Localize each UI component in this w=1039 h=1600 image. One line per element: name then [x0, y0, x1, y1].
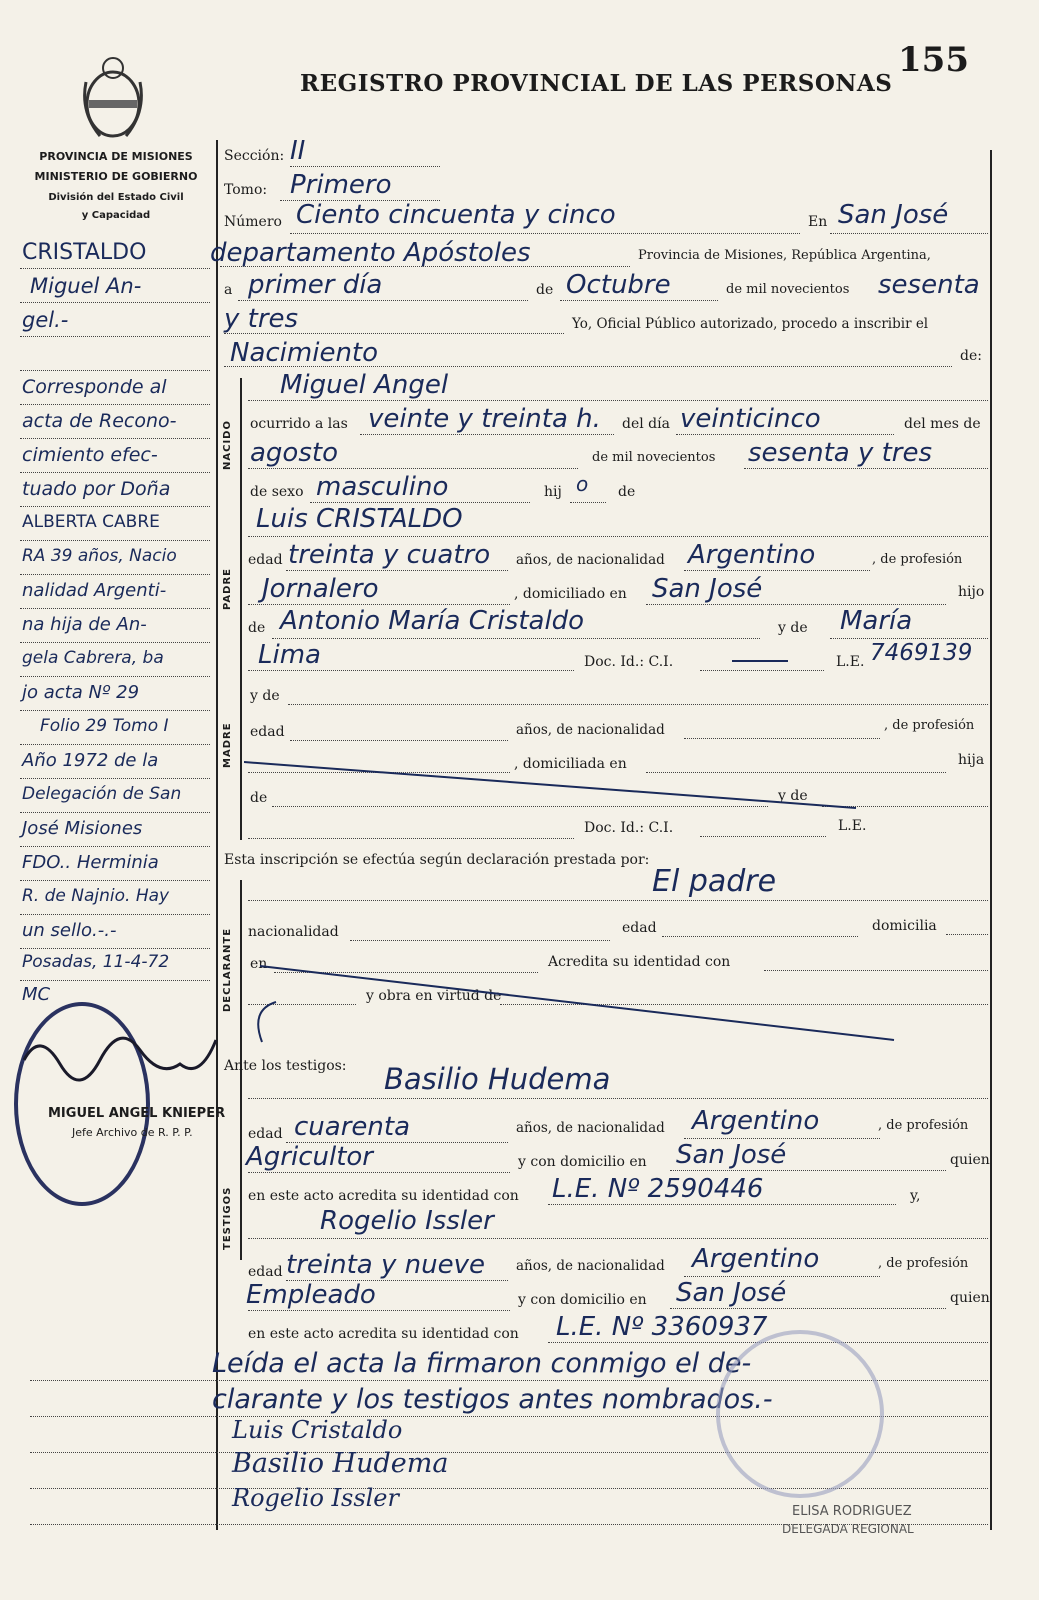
margin-line-17: José Misiones: [22, 818, 143, 839]
nacido-dia-line: [676, 434, 894, 435]
declarante-dom-label: domicilia: [872, 918, 937, 934]
anio-value-1: sesenta: [878, 270, 980, 300]
t2-prof-label: , de profesión: [878, 1256, 969, 1271]
margin-line-5: acta de Recono-: [22, 410, 177, 432]
t2-dom-line: [670, 1308, 946, 1309]
testigo2-domicilio: San José: [676, 1278, 787, 1308]
hora-line: [360, 434, 614, 435]
padre-nombre: Luis CRISTALDO: [256, 504, 463, 534]
en-label: En: [808, 214, 828, 230]
margin-line-22: MC: [22, 984, 51, 1005]
dia-value: primer día: [248, 270, 383, 300]
numero-label: Número: [224, 214, 282, 230]
padre-domicilio: San José: [652, 574, 763, 604]
lugar-value: San José: [838, 200, 949, 230]
official-title: DELEGADA REGIONAL: [782, 1522, 914, 1536]
testigo1-edad: cuarenta: [294, 1112, 410, 1142]
padre-ci-dash: [732, 660, 788, 662]
margin-line-7: tuado por Doña: [22, 478, 171, 500]
declarante-section-label: DECLARANTE: [222, 927, 233, 1012]
nacido-section-label: NACIDO: [222, 420, 233, 470]
madre-nac-line: [684, 738, 880, 739]
mes-line: [560, 300, 718, 301]
t1-nac-label: años, de nacionalidad: [516, 1120, 665, 1136]
margin-stamp-name: MIGUEL ANGEL KNIEPER: [48, 1106, 226, 1121]
margin-line-12: gela Cabrera, ba: [22, 648, 164, 668]
dia-label: del día: [622, 416, 670, 432]
t1-prof-label: , de profesión: [878, 1118, 969, 1133]
nacido-nombre: Miguel Angel: [280, 370, 449, 400]
margin-rule-16: [20, 778, 210, 779]
padre-abuelo: Antonio María Cristaldo: [280, 606, 585, 636]
t2-nac-line: [684, 1276, 880, 1277]
padre-le-label: L.E.: [836, 654, 865, 670]
padre-abuela-2: Lima: [258, 640, 321, 670]
signature-testigo-1: Basilio Hudema: [232, 1448, 449, 1479]
padre-de-label: de: [248, 620, 266, 636]
margin-line-18: FDO.. Herminia: [22, 852, 159, 873]
seccion-label: Sección:: [224, 148, 285, 164]
tomo-value: Primero: [290, 170, 392, 200]
declarante-nac-label: nacionalidad: [248, 924, 339, 940]
padre-nombre-line: [248, 536, 988, 537]
hora-value: veinte y treinta h.: [368, 404, 601, 434]
padre-edad: treinta y cuatro: [288, 540, 491, 570]
margin-rule-3: [20, 336, 210, 337]
de-colon: de:: [960, 348, 982, 364]
signature-line-2: [30, 1488, 988, 1489]
declarante-acredita-label: Acredita su identidad con: [548, 954, 731, 970]
madre-dom-label: , domiciliada en: [514, 756, 627, 772]
margin-line-8: ALBERTA CABRE: [22, 512, 160, 532]
margin-rule-13: [20, 676, 210, 677]
padre-section-label: PADRE: [222, 568, 233, 610]
margin-rule-14: [20, 710, 210, 711]
margin-rule-20: [20, 914, 210, 915]
tomo-label: Tomo:: [224, 182, 268, 198]
signature-testigo-2: Rogelio Issler: [232, 1484, 399, 1512]
a-label: a: [224, 282, 233, 298]
authority-line-1: PROVINCIA DE MISIONES: [39, 150, 193, 163]
margin-rule-17: [20, 812, 210, 813]
nacido-anio: sesenta y tres: [748, 438, 933, 468]
margin-rule-19: [20, 880, 210, 881]
margin-rule-11: [20, 608, 210, 609]
declarante-dom-line: [946, 934, 988, 935]
ante-testigos-label: Ante los testigos:: [224, 1058, 347, 1074]
padre-ci-line: [700, 670, 824, 671]
padre-yde-label: y de: [778, 620, 808, 636]
testigo2-profesion: Empleado: [246, 1280, 376, 1310]
authority-line-4: y Capacidad: [81, 210, 151, 221]
acto-line: [224, 366, 952, 367]
margin-line-16: Delegación de San: [22, 784, 182, 804]
testigo2-documento: L.E. Nº 3360937: [556, 1312, 768, 1342]
padre-prof-line: [248, 604, 510, 605]
declarante-virtud-label: y obra en virtud de: [366, 988, 502, 1004]
madre-yde2-label: y de: [778, 788, 808, 804]
testigo1-domicilio: San José: [676, 1140, 787, 1170]
provincia-label: Provincia de Misiones, República Argentina,: [638, 248, 931, 263]
margin-rule-18: [20, 846, 210, 847]
padre-prof-label: , de profesión: [872, 552, 963, 567]
t2-prof-line: [248, 1310, 510, 1311]
mes-value: Octubre: [566, 270, 671, 300]
margin-rule-5: [20, 404, 210, 405]
madre-prof-label: , de profesión: [884, 718, 975, 733]
nacido-anio-line: [744, 468, 988, 469]
oficial-text: Yo, Oficial Público autorizado, procedo a inscribir el: [572, 316, 929, 332]
hijo-suffix: o: [576, 472, 589, 496]
margin-rule-15: [20, 744, 210, 745]
madre-yde-label: y de: [250, 688, 280, 704]
hijo-line: [570, 502, 606, 503]
document-title: REGISTRO PROVINCIAL DE LAS PERSONAS: [300, 70, 893, 97]
margin-rule-10: [20, 574, 210, 575]
numero-line: [290, 233, 800, 234]
declarante-en-label: en: [250, 956, 268, 972]
testigo2-nacionalidad: Argentino: [692, 1244, 820, 1274]
t2-dom-label: y con domicilio en: [518, 1292, 647, 1308]
nacido-nombre-line: [248, 400, 988, 401]
padre-profesion: Jornalero: [262, 574, 379, 604]
lugar-line: [830, 233, 988, 234]
t1-prof-line: [248, 1172, 510, 1173]
official-stamp: [716, 1330, 884, 1498]
testigo1-nombre: Basilio Hudema: [384, 1062, 611, 1096]
margin-line-19: R. de Najnio. Hay: [22, 886, 170, 906]
margin-line-15: Año 1972 de la: [22, 750, 159, 771]
nacido-de-label: de: [618, 484, 636, 500]
margin-line-10: nalidad Argenti-: [22, 580, 167, 601]
padre-edad-label: edad: [248, 552, 283, 568]
anio-line: [224, 333, 564, 334]
testigo2-edad: treinta y nueve: [286, 1250, 485, 1280]
nacido-anio-label: de mil novecientos: [592, 450, 716, 465]
testigo1-nacionalidad: Argentino: [692, 1106, 820, 1136]
sexo-line: [310, 502, 530, 503]
margin-rule-8: [20, 506, 210, 507]
dia-line: [238, 300, 528, 301]
padre-dom-line: [646, 604, 946, 605]
sexo-label: de sexo: [250, 484, 304, 500]
testigo1-profesion: Agricultor: [246, 1142, 373, 1172]
margin-line-6: cimiento efec-: [22, 444, 158, 466]
sexo-value: masculino: [316, 472, 449, 502]
madre-nombre-line: [288, 704, 988, 705]
madre-edad-line: [290, 740, 508, 741]
closing-line-1: Leída el acta la firmaron conmigo el de-: [212, 1348, 752, 1379]
departamento-value: departamento Apóstoles: [210, 238, 531, 268]
testigo2-nombre-line: [248, 1238, 988, 1239]
acto-value: Nacimiento: [230, 338, 379, 368]
t1-acredita-label: en este acto acredita su identidad con: [248, 1188, 519, 1204]
madre-section-label: MADRE: [222, 722, 233, 768]
margin-rule-4: [20, 370, 210, 371]
margin-rule-1: [20, 268, 210, 269]
t1-dom-label: y con domicilio en: [518, 1154, 647, 1170]
declarante-line: [248, 900, 988, 901]
nacido-mes: agosto: [250, 438, 338, 468]
padre-nacionalidad: Argentino: [688, 540, 816, 570]
padre-edad-line: [286, 570, 508, 571]
margin-line-11: na hija de An-: [22, 614, 147, 635]
signature-declarante: Luis Cristaldo: [232, 1416, 403, 1444]
nacido-mes-line: [248, 468, 578, 469]
t2-quien-label: quien: [950, 1290, 990, 1306]
declaracion-text: Esta inscripción se efectúa según declaración prestada por:: [224, 852, 650, 868]
padre-abuela-line: [830, 638, 988, 639]
hijo-label: hij: [544, 484, 562, 500]
margin-line-1: CRISTALDO: [22, 240, 147, 265]
seccion-line: [290, 166, 440, 167]
madre-le-label: L.E.: [838, 818, 867, 834]
margin-line-9: RA 39 años, Nacio: [22, 546, 177, 566]
testigos-section-label: TESTIGOS: [222, 1186, 233, 1250]
padre-abuela2-line: [248, 670, 574, 671]
closing-line-2: clarante y los testigos antes nombrados.-: [212, 1384, 773, 1415]
official-name: ELISA RODRIGUEZ: [792, 1504, 912, 1519]
margin-rule-6: [20, 438, 210, 439]
madre-doc-label: Doc. Id.: C.I.: [584, 820, 674, 836]
madre-hija-label: hija: [958, 752, 985, 768]
testigo2-nombre: Rogelio Issler: [320, 1206, 494, 1236]
margin-line-20: un sello.-.-: [22, 920, 117, 941]
padre-abuela-1: María: [840, 606, 913, 636]
right-border: [990, 150, 992, 1530]
padre-nac-line: [684, 570, 870, 571]
margin-rule-7: [20, 472, 210, 473]
t1-quien-label: quien: [950, 1152, 990, 1168]
margin-line-21: Posadas, 11-4-72: [22, 952, 170, 972]
declarante-nac-line: [350, 940, 610, 941]
t1-dom-line: [670, 1170, 946, 1171]
page-number: 155: [898, 40, 969, 80]
declarante-edad-label: edad: [622, 920, 657, 936]
margin-signature: [20, 1020, 220, 1090]
t1-nac-line: [684, 1138, 880, 1139]
margin-line-2: Miguel An-: [30, 274, 142, 298]
section-bracket-upper: [240, 378, 242, 840]
margin-line-4: Corresponde al: [22, 376, 167, 398]
anio-prefix: de mil novecientos: [726, 282, 850, 297]
t1-y-label: y,: [910, 1188, 921, 1204]
madre-ci-line: [700, 836, 826, 837]
de-label: de: [536, 282, 554, 298]
madre-strikethrough: [244, 746, 864, 816]
testigo1-nombre-line: [248, 1098, 988, 1099]
departamento-line: [220, 266, 630, 267]
margin-rule-21: [20, 948, 210, 949]
testigo1-documento: L.E. Nº 2590446: [552, 1174, 764, 1204]
madre-nac-label: años, de nacionalidad: [516, 722, 665, 738]
margin-line-13: jo acta Nº 29: [22, 682, 140, 703]
declarante-strikethrough: [240, 950, 900, 1050]
madre-de-label: de: [250, 790, 268, 806]
padre-abuelo-line: [272, 638, 760, 639]
padre-nac-label: años, de nacionalidad: [516, 552, 665, 568]
madre-edad-label: edad: [250, 724, 285, 740]
padre-hijo-label: hijo: [958, 584, 985, 600]
margin-line-3: gel.-: [22, 308, 69, 332]
nacido-dia: veinticinco: [680, 404, 821, 434]
margin-rule-9: [20, 540, 210, 541]
declarante-value: El padre: [652, 864, 777, 899]
margin-stamp-title: Jefe Archivo de R. P. P.: [72, 1126, 193, 1139]
margin-line-14: Folio 29 Tomo I: [40, 716, 169, 736]
margin-rule-2: [20, 302, 210, 303]
declarante-edad-line: [662, 936, 858, 937]
anio-value-2: y tres: [224, 304, 299, 334]
t1-doc-line: [548, 1204, 896, 1205]
numero-value: Ciento cincuenta y cinco: [296, 200, 616, 230]
margin-rule-22: [20, 980, 210, 981]
margin-divider: [216, 140, 218, 1530]
padre-dom-label: , domiciliado en: [514, 586, 627, 602]
t2-edad-label: edad: [248, 1264, 283, 1280]
ocurrido-label: ocurrido a las: [250, 416, 348, 432]
padre-doc-label: Doc. Id.: C.I.: [584, 654, 674, 670]
authority-line-2: MINISTERIO DE GOBIERNO: [34, 170, 198, 183]
mes-label: del mes de: [904, 416, 981, 432]
authority-line-3: División del Estado Civil: [48, 192, 184, 203]
seccion-value: II: [290, 136, 306, 166]
padre-le: 7469139: [870, 640, 973, 666]
t1-edad-label: edad: [248, 1126, 283, 1142]
t2-nac-label: años, de nacionalidad: [516, 1258, 665, 1274]
coat-of-arms-icon: [80, 52, 146, 140]
t2-acredita-label: en este acto acredita su identidad con: [248, 1326, 519, 1342]
margin-rule-12: [20, 642, 210, 643]
madre-extra-line: [248, 838, 574, 839]
